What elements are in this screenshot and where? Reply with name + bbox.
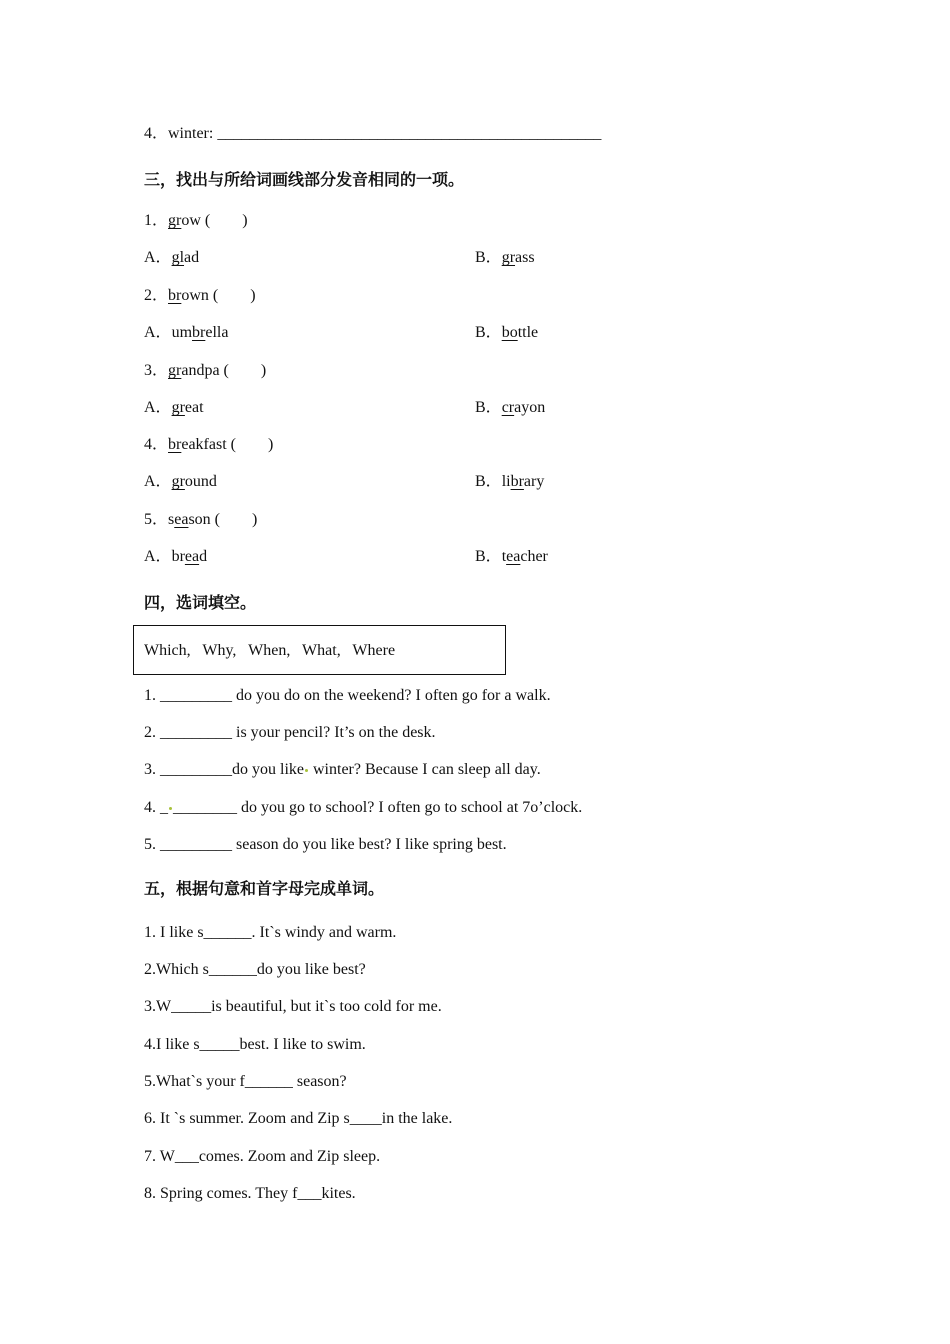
word-part: son ( )	[188, 511, 258, 528]
word-part: 3．	[144, 362, 169, 379]
option-b	[475, 472, 544, 492]
word-part: B．	[475, 249, 502, 266]
word-part: eat	[184, 399, 204, 416]
phonics-question	[144, 211, 248, 231]
fill-blank-text: ________ do you go to school? I often go to school at 7o’clock.	[173, 799, 583, 816]
fill-blank-item	[144, 760, 541, 780]
section-heading: 三，找出与所给词画线部分发音相同的一项。	[144, 170, 465, 189]
underlined-letters: br	[168, 436, 182, 453]
fill-blank-text: 4. _	[144, 799, 168, 816]
option-b	[475, 248, 535, 268]
word-part: ella	[205, 324, 229, 341]
word-part: ary	[523, 473, 545, 490]
complete-word-item: 8. Spring comes. They f___kites.	[144, 1185, 356, 1202]
complete-word-item: 3.W_____is beautiful, but it`s too cold for me.	[144, 998, 442, 1015]
word-part: um	[171, 324, 193, 341]
word-part: own ( )	[181, 287, 256, 304]
fill-blank-item: 5. _________ season do you like best? I like spring best.	[144, 836, 507, 853]
word-part: ound	[184, 473, 217, 490]
word-part: B．	[475, 399, 502, 416]
word-bank: Which, Why, When, What, Where	[144, 642, 396, 659]
word-part: B．	[475, 473, 502, 490]
underlined-letters: gr	[168, 362, 182, 379]
word-part: cher	[520, 548, 548, 565]
underlined-letters: gr	[171, 399, 185, 416]
underlined-letters: br	[168, 287, 182, 304]
option-a	[144, 248, 199, 268]
question-line: 4．winter: ________________________________________________	[144, 125, 602, 142]
stray-dot	[169, 807, 172, 810]
option-b	[475, 547, 548, 567]
word-part: ayon	[514, 399, 546, 416]
word-part: ow ( )	[181, 212, 248, 229]
fill-blank-text: winter? Because I can sleep all day.	[309, 761, 541, 778]
word-bank-box	[133, 625, 506, 675]
complete-word-item: 4.I like s_____best. I like to swim.	[144, 1036, 366, 1053]
option-a	[144, 472, 217, 492]
underlined-letters: gr	[168, 212, 182, 229]
underlined-letters: ea	[506, 548, 521, 565]
underlined-letters: ea	[174, 511, 189, 528]
word-part: 4．	[144, 436, 169, 453]
word-part: ad	[184, 249, 200, 266]
word-part: A．	[144, 399, 172, 416]
complete-word-item: 2.Which s______do you like best?	[144, 961, 366, 978]
word-part: 5．	[144, 511, 169, 528]
fill-blank-item: 1. _________ do you do on the weekend? I often go for a walk.	[144, 687, 551, 704]
word-part: br	[171, 548, 185, 565]
word-part: A．	[144, 249, 172, 266]
option-a	[144, 323, 228, 343]
word-part: ass	[515, 249, 535, 266]
underlined-letters: gr	[171, 473, 185, 490]
underlined-letters: br	[510, 473, 524, 490]
option-b	[475, 323, 538, 343]
section-heading: 四，选词填空。	[144, 593, 257, 612]
word-part: A．	[144, 548, 172, 565]
fill-blank-item	[144, 798, 582, 818]
complete-word-item: 1. I like s______. It`s windy and warm.	[144, 924, 397, 941]
underlined-letters: cr	[501, 399, 515, 416]
word-part: 1．	[144, 212, 169, 229]
phonics-question	[144, 361, 266, 381]
word-part: li	[501, 473, 511, 490]
complete-word-item: 7. W___comes. Zoom and Zip sleep.	[144, 1148, 381, 1165]
underlined-letters: br	[192, 324, 206, 341]
underlined-letters: gl	[171, 249, 185, 266]
phonics-question	[144, 510, 257, 530]
word-part: A．	[144, 473, 172, 490]
word-part: B．	[475, 548, 502, 565]
option-a	[144, 547, 207, 567]
underlined-letters: gr	[501, 249, 516, 266]
stray-dot	[305, 769, 308, 772]
underlined-letters: ea	[184, 548, 200, 565]
phonics-question	[144, 286, 256, 306]
word-part: andpa ( )	[181, 362, 267, 379]
word-part: eakfast ( )	[181, 436, 274, 453]
section-heading: 五，根据句意和首字母完成单词。	[144, 879, 385, 898]
option-a	[144, 398, 204, 418]
complete-word-item: 5.What`s your f______ season?	[144, 1073, 347, 1090]
fill-blank-text: 3. _________do you like	[144, 761, 304, 778]
underlined-letters: bo	[501, 324, 518, 341]
complete-word-item: 6. It `s summer. Zoom and Zip s____in the lake.	[144, 1110, 453, 1127]
phonics-question	[144, 435, 273, 455]
word-part: 2．	[144, 287, 169, 304]
word-part: A．	[144, 324, 172, 341]
option-b	[475, 398, 545, 418]
word-part: d	[199, 548, 208, 565]
word-part: t	[501, 548, 507, 565]
word-part: B．	[475, 324, 502, 341]
word-part: ttle	[517, 324, 539, 341]
fill-blank-item: 2. _________ is your pencil? It’s on the desk.	[144, 724, 436, 741]
word-part: s	[168, 511, 175, 528]
